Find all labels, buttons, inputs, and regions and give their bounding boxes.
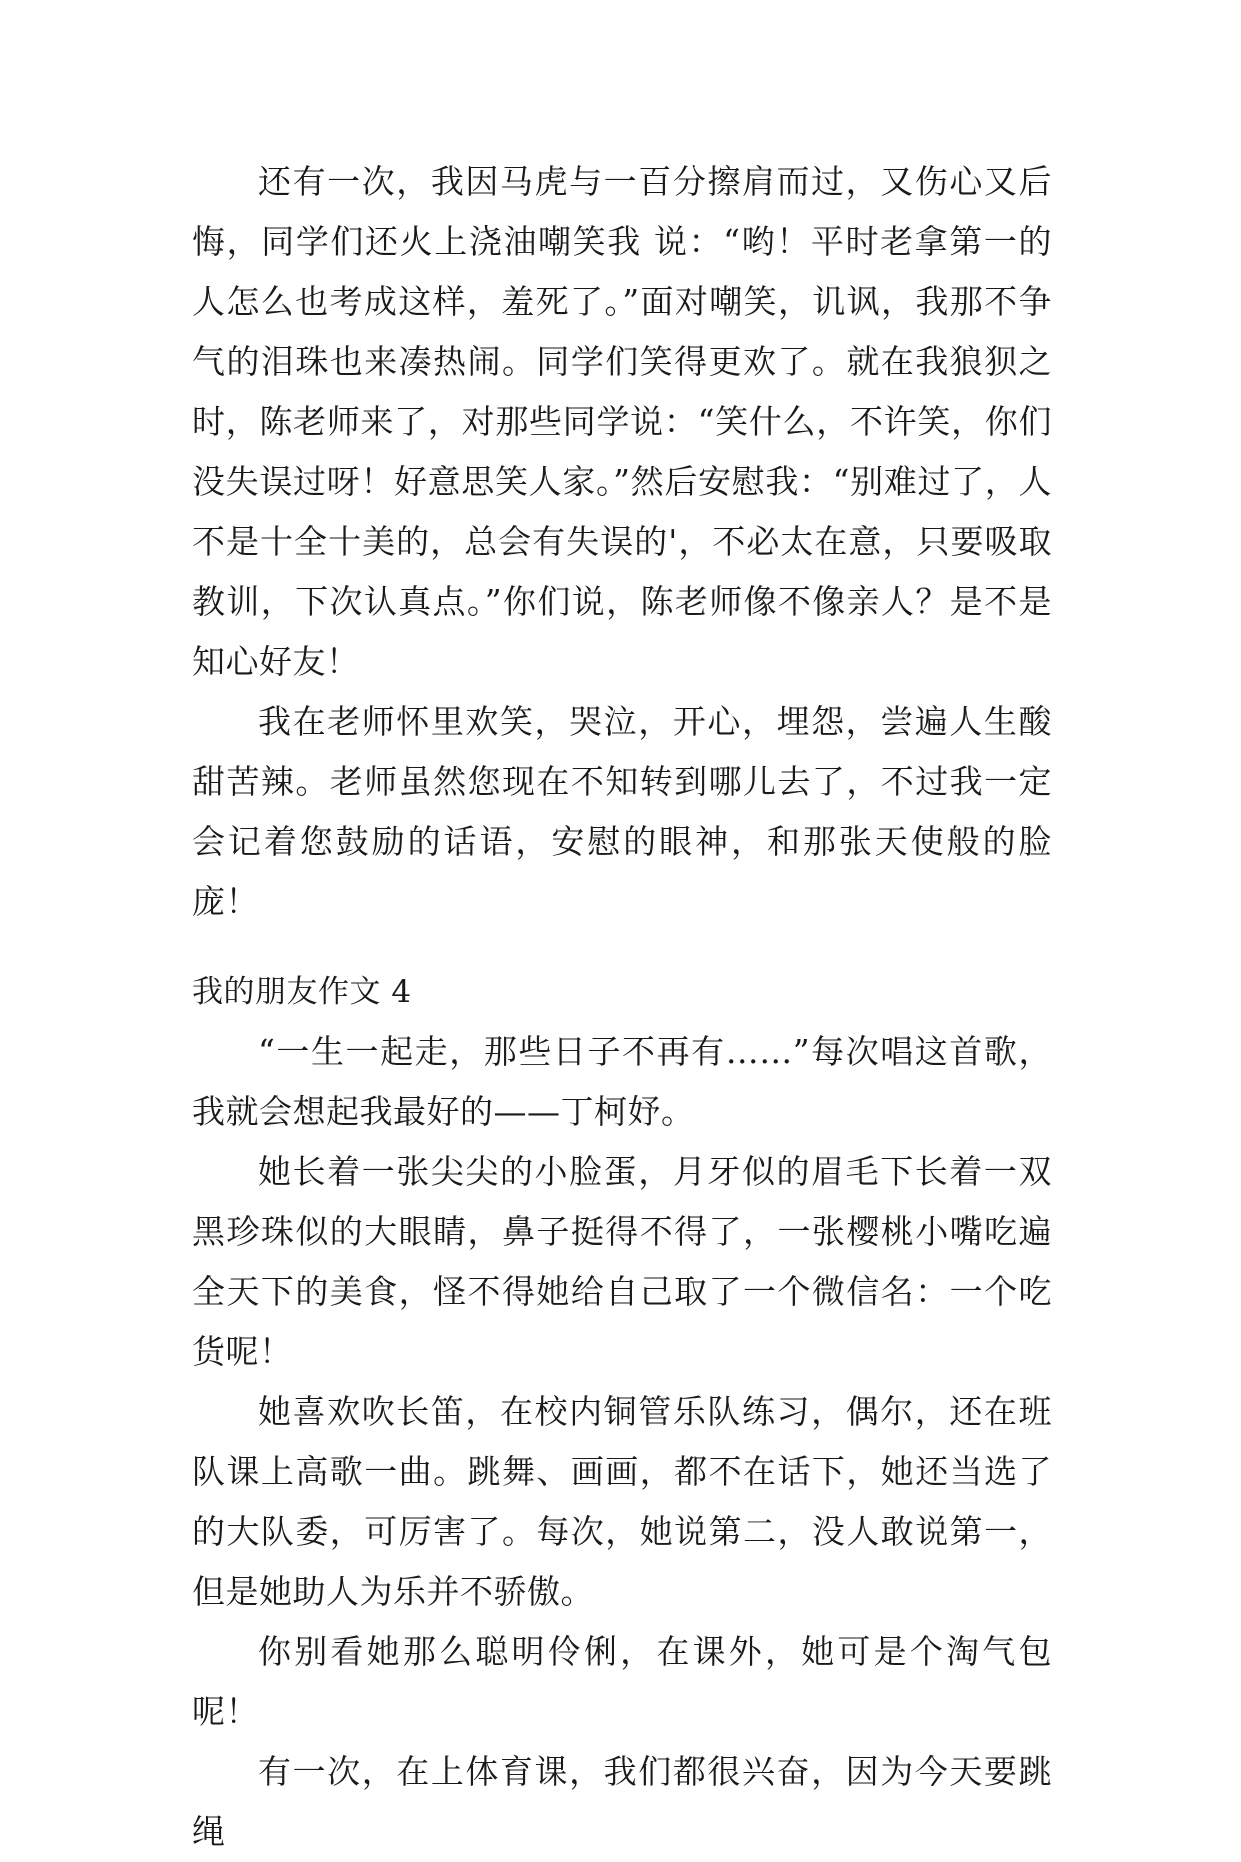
section-title: 我的朋友作文 4 bbox=[192, 974, 412, 1010]
paragraph-naughty: 你别看她那么聪明伶俐，在课外，她可是个淘气包呢！ bbox=[192, 1632, 1052, 1731]
paragraph-song-intro: “一生一起走，那些日子不再有……”每次唱这首歌，我就会想起我最好的——丁柯妤。 bbox=[192, 1032, 1052, 1131]
paragraph-appearance: 她长着一张尖尖的小脸蛋，月牙似的眉毛下长着一双黑珍珠似的大眼睛，鼻子挺得不得了，一张樱桃小嘴吃遍全天下的美食，怪不得她给自己取了一个微信名：一个吃货呢！ bbox=[192, 1152, 1052, 1371]
paragraph-talents: 她喜欢吹长笛，在校内铜管乐队练习，偶尔，还在班队课上高歌一曲。跳舞、画画，都不在话下，她还当选了的大队委，可厉害了。每次，她说第二，没人敢说第一，但是她助人为乐并不骄傲。 bbox=[192, 1392, 1052, 1611]
paragraph-pe-class: 有一次，在上体育课，我们都很兴奋，因为今天要跳绳 bbox=[192, 1752, 1052, 1851]
document-body bbox=[192, 152, 1052, 1862]
paragraph-teacher-memory: 我在老师怀里欢笑，哭泣，开心，埋怨，尝遍人生酸甜苦辣。老师虽然您现在不知转到哪儿去了，不过我一定会记着您鼓励的话语，安慰的眼神，和那张天使般的脸庞！ bbox=[192, 702, 1052, 921]
paragraph-exam-story: 还有一次，我因马虎与一百分擦肩而过，又伤心又后悔，同学们还火上浇油嘲笑我 说：“哟！平时老拿第一的人怎么也考成这样，羞死了。”面对嘲笑，讥讽，我那不争气的泪珠也来凑热闹。同学们笑得更欢了。就在我狼狈之时，陈老师来了，对那些同学说：“笑什么，不许笑，你们没失误过呀！好意思笑人家。”然后安慰我：“别难过了，人不是十全十美的，总会有失误的'，不必太在意，只要吸取教训，下次认真点。”你们说，陈老师像不像亲人？是不是知心好友！ bbox=[192, 162, 1052, 681]
